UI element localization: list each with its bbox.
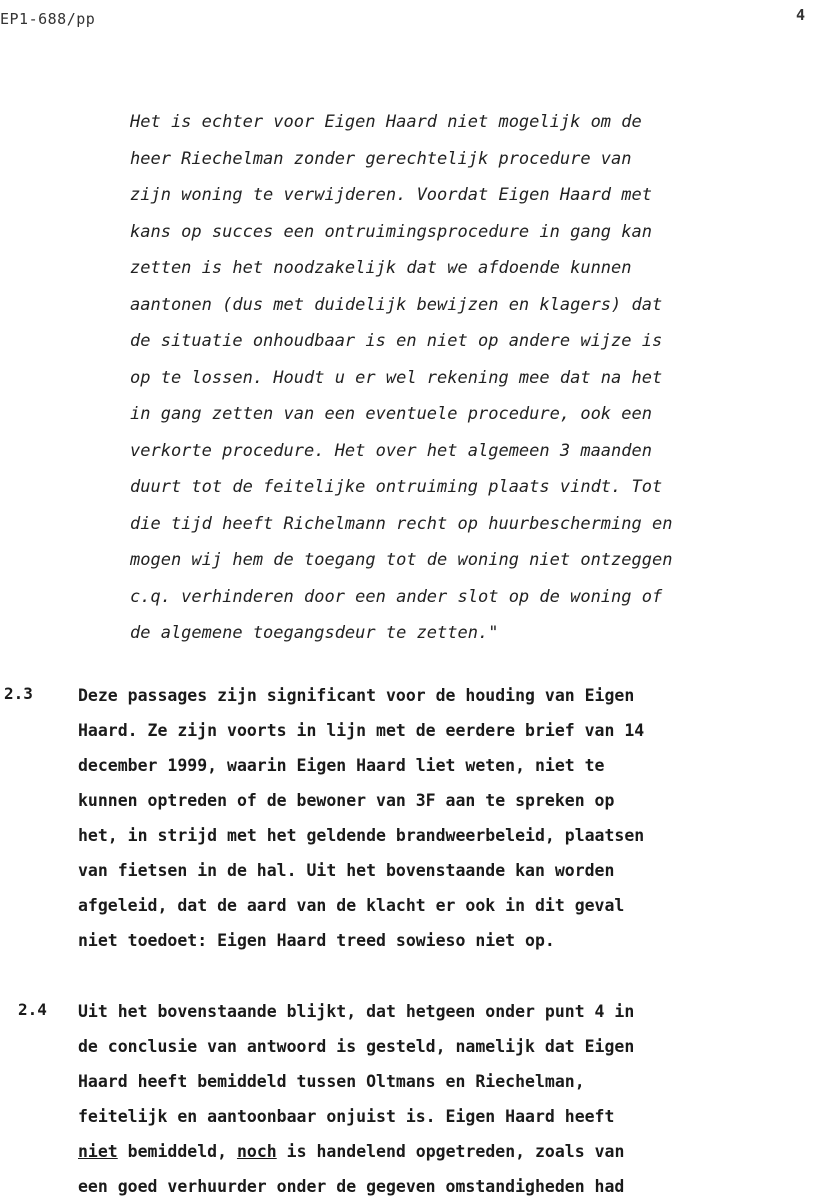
- page-number: 4: [795, 6, 805, 24]
- quote-line: zijn woning te verwijderen. Voordat Eigen Haard met: [130, 185, 652, 205]
- paragraph-line: een goed verhuurder onder de gegeven omstandigheden had: [78, 1177, 625, 1196]
- underlined-word: noch: [236, 1142, 277, 1161]
- quote-line: kans op succes een ontruimingsprocedure in gang kan: [130, 221, 652, 242]
- paragraph-line: feitelijk en aantoonbaar onjuist is. Eigen Haard heeft: [78, 1107, 615, 1126]
- quoted-letter-block: [130, 104, 817, 652]
- section-number: 2.4: [18, 1000, 47, 1019]
- document-reference: EP1-688/pp: [0, 10, 96, 28]
- quote-line: mogen wij hem de toegang tot de woning niet ontzeggen: [130, 550, 673, 570]
- quote-line: Het is echter voor Eigen Haard niet mogelijk om de: [130, 112, 642, 132]
- quote-line: heer Riechelman zonder gerechtelijk procedure van: [130, 148, 632, 169]
- paragraph-line: Haard heeft bemiddeld tussen Oltmans en Riechelman,: [78, 1072, 585, 1091]
- paragraph-line-emphasis: [78, 1134, 634, 1169]
- section-body: [78, 678, 644, 958]
- quote-line: op te lossen. Houdt u er wel rekening mee dat na het: [130, 367, 663, 388]
- quote-line: de algemene toegangsdeur te zetten.": [130, 623, 499, 643]
- paragraph-line: Uit het bovenstaande blijkt, dat hetgeen onder punt 4 in: [78, 1002, 635, 1021]
- quote-line: aantonen (dus met duidelijk bewijzen en klagers) dat: [130, 294, 663, 315]
- paragraph-line: kunnen optreden of de bewoner van 3F aan te spreken op: [78, 791, 615, 810]
- quote-line: de situatie onhoudbaar is en niet op andere wijze is: [130, 331, 663, 351]
- paragraph-line: van fietsen in de hal. Uit het bovenstaande kan worden: [78, 861, 615, 880]
- underlined-word: niet: [78, 1142, 118, 1161]
- paragraph-line: Deze passages zijn significant voor de houding van Eigen: [78, 686, 635, 705]
- paragraph-line: de conclusie van antwoord is gesteld, namelijk dat Eigen: [78, 1037, 635, 1056]
- paragraph-line: december 1999, waarin Eigen Haard liet weten, niet te: [78, 756, 605, 775]
- paragraph-line: niet toedoet: Eigen Haard treed sowieso niet op.: [78, 931, 555, 950]
- paragraph-line: afgeleid, dat de aard van de klacht er ook in dit geval: [78, 896, 625, 915]
- page-header: [0, 6, 817, 30]
- quote-line: duurt tot de feitelijke ontruiming plaats vindt. Tot: [130, 477, 663, 497]
- paragraph-line: het, in strijd met het geldende brandweerbeleid, plaatsen: [78, 826, 645, 845]
- section-number: 2.3: [4, 684, 33, 703]
- line-text: bemiddeld,: [117, 1142, 237, 1161]
- quote-line: verkorte procedure. Het over het algemeen 3 maanden: [130, 440, 652, 461]
- paragraph-line: Haard. Ze zijn voorts in lijn met de eerdere brief van 14: [78, 721, 645, 740]
- quote-line: die tijd heeft Richelmann recht op huurbescherming en: [130, 513, 673, 534]
- quote-line: c.q. verhinderen door een ander slot op de woning of: [130, 586, 663, 607]
- quote-line: zetten is het noodzakelijk dat we afdoende kunnen: [130, 258, 632, 278]
- section-body: [78, 994, 634, 1204]
- quote-line: in gang zetten van een eventuele procedure, ook een: [130, 404, 652, 424]
- line-text: is handelend opgetreden, zoals van: [276, 1142, 625, 1161]
